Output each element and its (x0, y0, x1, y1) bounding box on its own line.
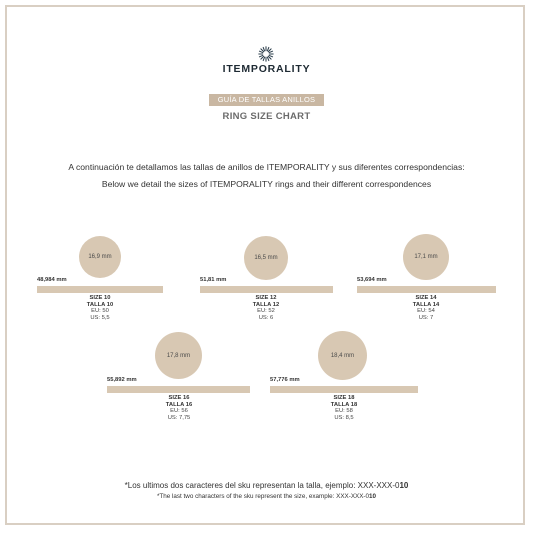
eu-size: EU: 58 (335, 408, 353, 415)
circumference-bar (270, 386, 418, 393)
diameter-label: 18,4 mm (330, 352, 355, 359)
sku-note-en-example: 10 (369, 493, 377, 500)
size-info-16 (149, 395, 209, 421)
size-label: SIZE 18 (333, 395, 355, 401)
talla-label: TALLA 14 (412, 301, 440, 308)
talla-label: TALLA 12 (252, 301, 280, 308)
ring-circle-size-12 (244, 236, 288, 280)
ring-circle-size-18 (318, 331, 367, 380)
size-info-18 (314, 395, 374, 421)
intro-text-es: A continuación te detallamos las tallas de anillos de ITEMPORALITY y sus diferentes correspondencias: (68, 162, 465, 172)
eu-size: EU: 50 (91, 308, 109, 315)
sku-note-en-text: *The last two characters of the sku represent the size, example: XXX-XXX-0 (156, 493, 370, 500)
eu-size: EU: 56 (170, 408, 188, 415)
talla-label: TALLA 16 (165, 401, 193, 408)
us-size: US: 7,75 (167, 414, 191, 421)
size-label: SIZE 10 (89, 295, 111, 301)
us-size: US: 8,5 (334, 414, 354, 421)
ring-circle-size-14 (403, 234, 449, 280)
circumference-label: 57,776 mm (270, 377, 300, 383)
circumference-bar (37, 286, 163, 293)
diameter-label: 17,1 mm (414, 254, 438, 260)
eu-size: EU: 54 (417, 308, 435, 315)
size-label: SIZE 12 (255, 295, 277, 301)
brand-name: ITEMPORALITY (222, 63, 311, 75)
circumference-label: 55,892 mm (107, 377, 137, 383)
sku-note-es (0, 481, 533, 490)
us-size: US: 6 (258, 314, 274, 321)
circumference-label: 51,81 mm (200, 277, 227, 283)
sku-note-es-example: 10 (399, 481, 409, 490)
circumference-label: 48,984 mm (37, 277, 67, 283)
intro-text-en: Below we detail the sizes of ITEMPORALITY rings and their different correspondences (101, 179, 432, 189)
sku-note-en (0, 493, 533, 500)
ring-circle-size-16 (155, 332, 202, 379)
ring-circle-size-10 (79, 236, 121, 278)
talla-label: TALLA 18 (330, 401, 358, 408)
circumference-bar (357, 286, 496, 293)
eu-size: EU: 52 (257, 308, 275, 315)
page-title: RING SIZE CHART (222, 111, 311, 122)
diameter-label: 16,9 mm (88, 254, 112, 260)
diameter-label: 17,8 mm (166, 352, 191, 359)
talla-label: TALLA 10 (86, 301, 114, 308)
circumference-label: 53,694 mm (357, 277, 387, 283)
circumference-bar (200, 286, 333, 293)
sku-note-es-text: *Los ultimos dos caracteres del sku representan la talla, ejemplo: XXX-XXX-0 (124, 481, 400, 490)
size-guide-badge: GUÍA DE TALLAS ANILLOS (209, 94, 324, 106)
size-info-10 (70, 295, 130, 321)
starburst-icon (258, 46, 274, 62)
us-size: US: 5,5 (90, 314, 110, 321)
size-label: SIZE 16 (168, 395, 190, 401)
us-size: US: 7 (418, 314, 434, 321)
circumference-bar (107, 386, 250, 393)
size-label: SIZE 14 (415, 295, 437, 301)
size-info-12 (236, 295, 296, 321)
diameter-label: 16,5 mm (254, 255, 278, 261)
size-info-14 (396, 295, 456, 321)
